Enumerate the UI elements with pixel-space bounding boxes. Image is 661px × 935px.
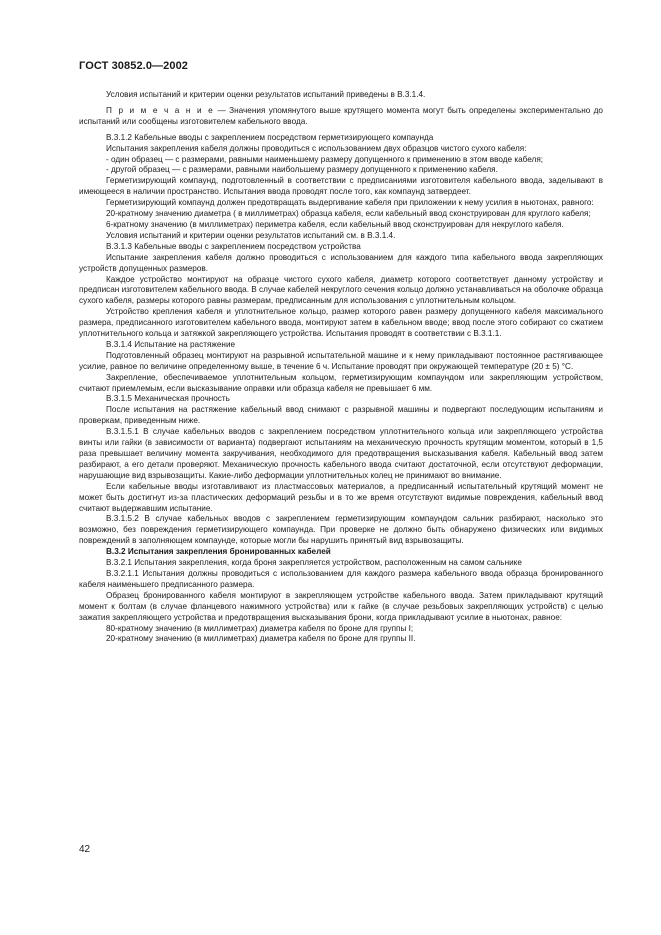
section-heading: В.3.1.3 Кабельные вводы с закреплением посредством устройства [106,241,361,251]
document-body [79,90,603,645]
paragraph: Испытания закрепления кабеля должны проводиться с использованием двух образцов чистого сухого кабеля: [106,143,527,153]
note-text: — Значения упомянутого выше крутящего момента могут быть определены экспериментально до испытаний или сообщены изготовителем кабельного ввода. [79,105,603,126]
note-label: П р и м е ч а н и е [106,105,215,115]
paragraph: Закрепление, обеспечиваемое уплотнительным кольцом, герметизирующим компаундом или закрепляющим устройством, считают приемлемым, если высказывание оправки или образца кабеля не превышает 6 мм. [79,372,603,393]
list-item: 20-кратному значению диаметра ( в миллиметрах) образца кабеля, если кабельный ввод сконструирован для круглого кабеля; [106,209,591,219]
section-heading: В.3.2.1 Испытания закрепления, когда броня закрепляется устройством, расположенным на самом сальнике [106,558,522,568]
document-header: ГОСТ 30852.0—2002 [79,60,189,72]
paragraph: Каждое устройство монтируют на образце чистого сухого кабеля, диаметр которого соответствует данному устройству и предписан изготовителем кабельного ввода. В случае кабелей некруглого сечения кольцо должно устанавливаться на оболочке образца сухого кабеля, размеры которого равны размерам, предписанным для использования с уплотнительным кольцом. [79,274,603,306]
paragraph: После испытания на растяжение кабельный ввод снимают с разрывной машины и подвергают последующим испытаниям и проверкам, приведенным ниже. [79,405,603,426]
paragraph: Подготовленный образец монтируют на разрывной испытательной машине и к нему прикладывают постоянное растягивающее усилие, равное по величине определенному выше, в течение 6 ч. Испытание проводят при окружающей температуре (20 ± 5) °С. [79,350,603,371]
section-heading: В.3.1.2 Кабельные вводы с закреплением посредством герметизирующего компаунда [106,132,434,142]
list-item: - один образец — с размерами, равными наименьшему размеру допущенного к применению в этом вводе кабеля; [106,154,544,164]
paragraph: Условия испытаний и критерии оценки результатов испытаний см. в В.3.1.4. [106,230,396,240]
paragraph: В.3.1.5.2 В случае кабельных вводов с закреплением герметизирующим компаундом сальник разбирают, насколько это возможно, без повреждения герметизирующего компаунда. При проверке не должно быть обнаружено физических или видимых повреждений в заполняющем компаунде, которые могли бы нарушить принятый вид взрывозащиты. [79,514,603,546]
list-item: - другой образец — с размерами, равными наибольшему размеру допущенного к применению кабеля. [106,165,498,175]
paragraph: В.3.2.1.1 Испытания должны проводиться с использованием для каждого размера кабельного ввода образца бронированного кабеля наименьшего предписанного размера. [79,568,603,589]
page-number: 42 [79,844,91,855]
paragraph: Герметизирующий компаунд, подготовленный в соответствии с предписаниями изготовителя кабельного ввода, заделывают в имеющееся в наличии пространство. Испытания ввода проводят после того, как компаунд затвердеет. [79,176,603,197]
note-paragraph [79,106,603,128]
paragraph: Если кабельные вводы изготавливают из пластмассовых материалов, а предписанный испытательный крутящий момент не может быть достигнут из-за пластических деформаций резьбы и в то же время отсутствуют видимые повреждения, кабельный ввод считают выдержавшим испытание. [79,481,603,513]
paragraph: Условия испытаний и критерии оценки результатов испытаний приведены в В.3.1.4. [106,90,426,99]
list-item: 80-кратному значению (в миллиметрах) диаметра кабеля по броне для группы I; [106,623,414,633]
paragraph: Герметизирующий компаунд должен предотвращать выдергивание кабеля при приложении к нему усилия в ньютонах, равного: [106,198,594,208]
section-heading: В.3.1.4 Испытание на растяжение [106,339,236,349]
paragraph: Устройство крепления кабеля и уплотнительное кольцо, размер которого равен размеру допущенного кабеля максимального размера, предписанного изготовителем кабельного ввода, монтируют затем в кабельном вводе; ввод после этого собирают со сжатием уплотнительного кольца и затяжкой закрепляющего устройства. Испытания проводят в соответствии с В.3.1.1. [79,307,603,339]
paragraph: Испытание закрепления кабеля должно проводиться с использованием для каждого типа кабельного ввода закрепляющих устройств допущенных размеров. [79,252,603,273]
list-item: 6-кратному значению (в миллиметрах) периметра кабеля, если кабельный ввод сконструирован для некруглого кабеля. [106,219,564,229]
section-heading: В.3.1.5 Механическая прочность [106,394,230,404]
paragraph: Образец бронированного кабеля монтируют в закрепляющем устройстве кабельного ввода. Затем прикладывают крутящий момент к болтам (в случае фланцевого нажимного устройства) или к гайке (в случае резьбовых закрепляющих устройств) с целью зажатия закрепляющего устройства и предотвращения высказывания брони, когда прикладывают усилие в ньютонах, равное: [79,590,603,622]
list-item: 20-кратному значению (в миллиметрах) диаметра кабеля по броне для группы II. [106,634,416,644]
paragraph: В.3.1.5.1 В случае кабельных вводов с закреплением посредством уплотнительного кольца или закрепляющего устройства винты или гайки (в зависимости от варианта) подвергают испытаниям на механическую прочность крутящим моментом, который в 1,5 раза превышает величину момента закручивания, необходимого для предотвращения высказывания кабеля. Кабельный ввод затем разбирают, а его детали проверяют. Механическую прочность кабельного ввода считают достаточной, если отсутствуют деформации, нарушающие вид взрывозащиты. Какие-либо деформации уплотнительных колец не принимают во внимание. [79,427,603,480]
section-heading-bold: В.3.2 Испытания закрепления бронированных кабелей [106,547,331,557]
